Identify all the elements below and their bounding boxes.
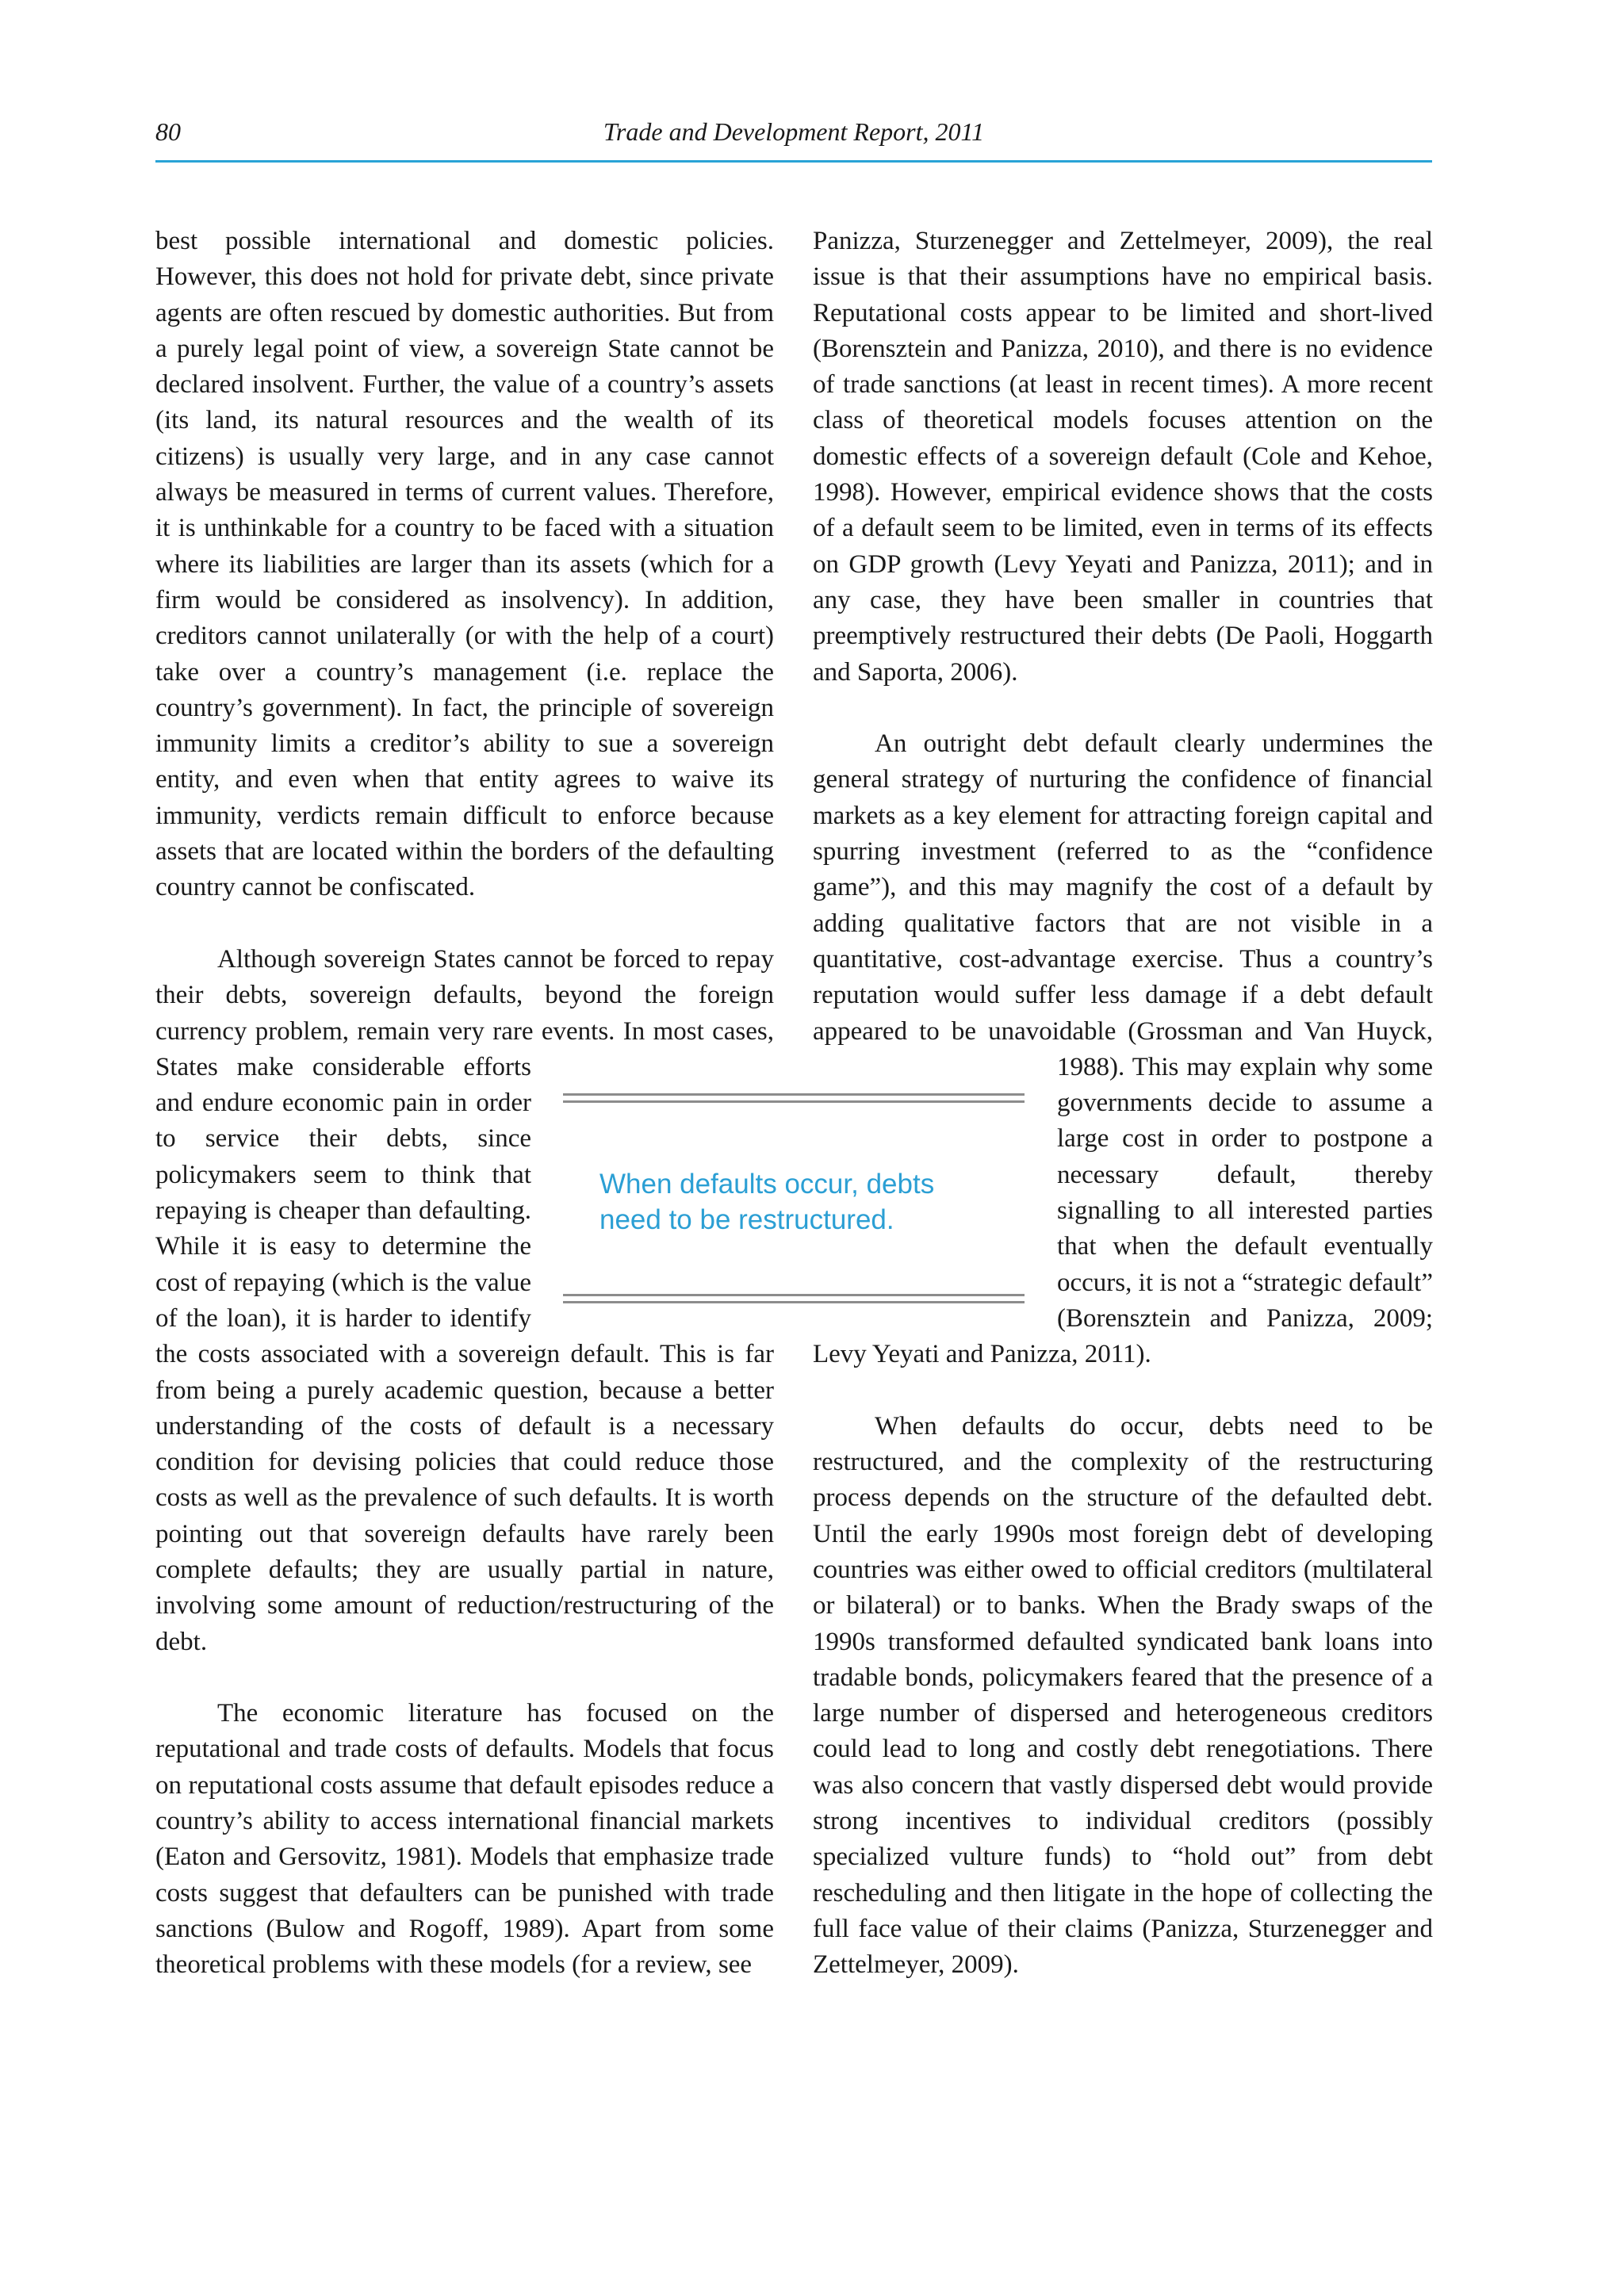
paragraph: best possible international and domestic policies. However, this does not hold for private debt, since private agents are often rescued by domestic authorities. But from a purely legal point of view, a sovereign State cannot be declared insolvent. Further, the value of a country’s assets (its land, its natural resources and the wealth of its citizens) is usually very large, and in any case cannot always be measured in terms of current values. Therefore, it is unthinkable for a country to be faced with a situation where its liabilities are larger than its assets (which for a firm would be considered as insolvency). In addition, creditors cannot unilaterally (or with the help of a court) take over a country’s management (i.e. replace the country’s government). In fact, the principle of sovereign immunity limits a creditor’s ability to sue a sovereign entity, and even when that entity agrees to waive its immunity, verdicts remain difficult to enforce because assets that are located within the borders of the defaulting country cannot be confiscated.: [155, 227, 774, 902]
pull-quote-top-rule: [563, 1093, 1025, 1103]
paragraph: When defaults do occur, debts need to be restructured, and the complexity of the restructuring process depends on the structure of the defaulted debt. Until the early 1990s most foreign debt of developing countries was either owed to official creditors (multilateral or bilateral) or to banks. When the Brady swaps of the 1990s transformed defaulted syndicated bank loans into tradable bonds, policymakers feared that the presence of a large number of dispersed and heterogeneous creditors could lead to long and costly debt renegotiations. There was also concern that vastly dispersed debt would provide strong incentives to individual creditors (possibly specialized vulture funds) to “hold out” from debt rescheduling and then litigate in the hope of collecting the full face value of their claims (Panizza, Sturzenegger and Zettelmeyer, 2009).: [813, 1411, 1433, 1980]
page-number: 80: [155, 117, 181, 146]
page-header: [155, 111, 1432, 163]
pull-quote-text: When defaults occur, debts need to be restructured.: [599, 1169, 935, 1235]
pull-quote-bottom-rule: [563, 1294, 1025, 1303]
pull-quote: [563, 1093, 1025, 1303]
paragraph: Although sovereign States cannot be forced to repay their debts, sovereign defaults, beyond the foreign currency problem, remain very rare events. In most cases, States make considerable efforts and endure economic pain in order to service their debts, since policymakers seem to think that repaying is cheaper than defaulting. While it is easy to determine the cost of repaying (which is the value of the loan), it is harder to identify the costs associated with a sovereign default. This is far from being a purely academic question, because a better understanding of the costs of default is a necessary condition for devising policies that could reduce those costs as well as the prevalence of such defaults. It is worth pointing out that sovereign defaults have rarely been complete defaults; they are usually partial in nature, involving some amount of reduction/restructuring of the debt.: [155, 944, 774, 1656]
paragraph: An outright debt default clearly undermines the general strategy of nurturing the confidence of financial markets as a key element for attracting foreign capital and spurring investment (referred to as the “confidence game”), and this may magnify the cost of a default by adding qualitative factors that are not visible in a quantitative, cost-advantage exercise. Thus a country’s reputation would suffer less damage if a debt default appeared to be unavoidable (Grossman and Van Huyck, 1988). This may explain why some governments decide to assume a large cost in order to postpone a necessary default, thereby signalling to all interested parties that when the default eventually occurs, it is not a “strategic default” (Borensztein and Panizza, 2009; Levy Yeyati and Panizza, 2011).: [813, 729, 1433, 1369]
paragraph: The economic literature has focused on the reputational and trade costs of defaults. Models that focus on reputational costs assume that default episodes reduce a country’s ability to access international financial markets (Eaton and Gersovitz, 1981). Models that emphasize trade costs suggest that defaulters can be punished with trade sanctions (Bulow and Rogoff, 1989). Apart from some theoretical problems with these models (for a review, see: [155, 1699, 774, 1980]
paragraph: Panizza, Sturzenegger and Zettelmeyer, 2009), the real issue is that their assumptions have no empirical basis. Reputational costs appear to be limited and short-lived (Borensztein and Panizza, 2010), and there is no evidence of trade sanctions (at least in recent times). A more recent class of theoretical models focuses attention on the domestic effects of a sovereign default (Cole and Kehoe, 1998). However, empirical evidence shows that the costs of a default seem to be limited, even in terms of its effects on GDP growth (Levy Yeyati and Panizza, 2011); and in any case, they have been smaller in countries that preemptively restructured their debts (De Paoli, Hoggarth and Saporta, 2006).: [813, 227, 1433, 687]
running-title: Trade and Development Report, 2011: [603, 117, 985, 146]
